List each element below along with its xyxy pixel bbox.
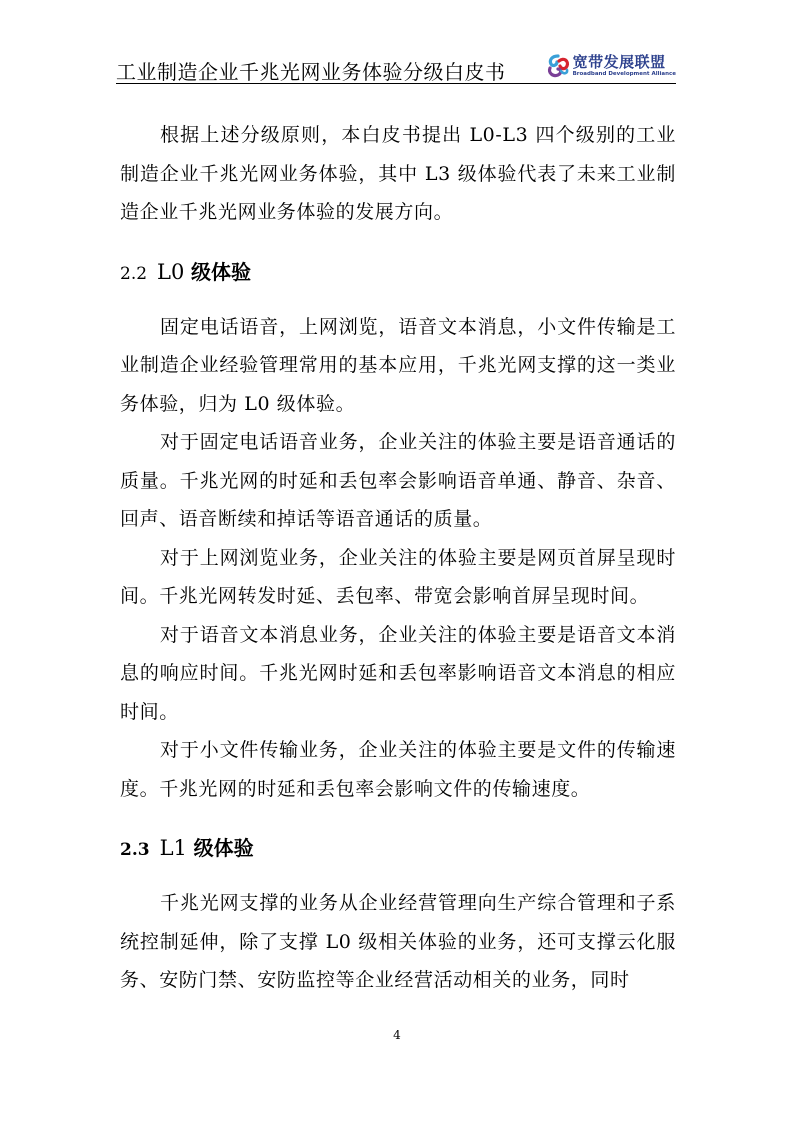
bda-logo-icon	[545, 53, 571, 79]
page-number: 4	[393, 1028, 401, 1042]
document-title: 工业制造企业千兆光网业务体验分级白皮书	[116, 60, 506, 84]
paragraph: 对于语音文本消息业务，企业关注的体验主要是语音文本消息的响应时间。千兆光网时延和丢包率影响语音文本消息的相应时间。	[120, 623, 676, 723]
header-divider	[116, 83, 676, 84]
page-body	[120, 116, 676, 1000]
paragraph: 对于小文件传输业务，企业关注的体验主要是文件的传输速度。千兆光网的时延和丢包率会影响文件的传输速度。	[120, 739, 676, 800]
paragraph: 对于上网浏览业务，企业关注的体验主要是网页首屏呈现时间。千兆光网转发时延、丢包率、带宽会影响首屏呈现时间。	[120, 546, 676, 607]
section-heading-2-2	[120, 254, 676, 292]
page-header	[116, 52, 676, 86]
section-level: L0	[157, 259, 185, 284]
section-number: 2.2	[120, 263, 148, 284]
section-title: 级体验	[191, 259, 252, 284]
paragraph: 固定电话语音，上网浏览，语音文本消息，小文件传输是工业制造企业经验管理常用的基本应用，千兆光网支撑的这一类业务体验，归为 L0 级体验。	[120, 315, 676, 415]
paragraph: 千兆光网支撑的业务从企业经营管理向生产综合管理和子系统控制延伸，除了支撑 L0 级相关体验的业务，还可支撑云化服务、安防门禁、安防监控等企业经营活动相关的业务，同时	[120, 892, 676, 991]
intro-paragraph: 根据上述分级原则，本白皮书提出 L0-L3 四个级别的工业制造企业千兆光网业务体验，其中 L3 级体验代表了未来工业制造企业千兆光网业务体验的发展方向。	[120, 124, 676, 223]
logo-name-en: Broadband Development Alliance	[572, 71, 676, 77]
section-number: 2.3	[120, 840, 150, 860]
paragraph: 对于固定电话语音业务，企业关注的体验主要是语音通话的质量。千兆光网的时延和丢包率会影响语音单通、静音、杂音、回声、语音断续和掉话等语音通话的质量。	[120, 431, 676, 530]
alliance-logo	[545, 53, 676, 79]
logo-name-cn: 宽带发展联盟	[572, 53, 666, 71]
section-title: 级体验	[193, 836, 254, 860]
section-level: L1	[159, 836, 187, 860]
section-heading-2-3	[120, 830, 676, 868]
